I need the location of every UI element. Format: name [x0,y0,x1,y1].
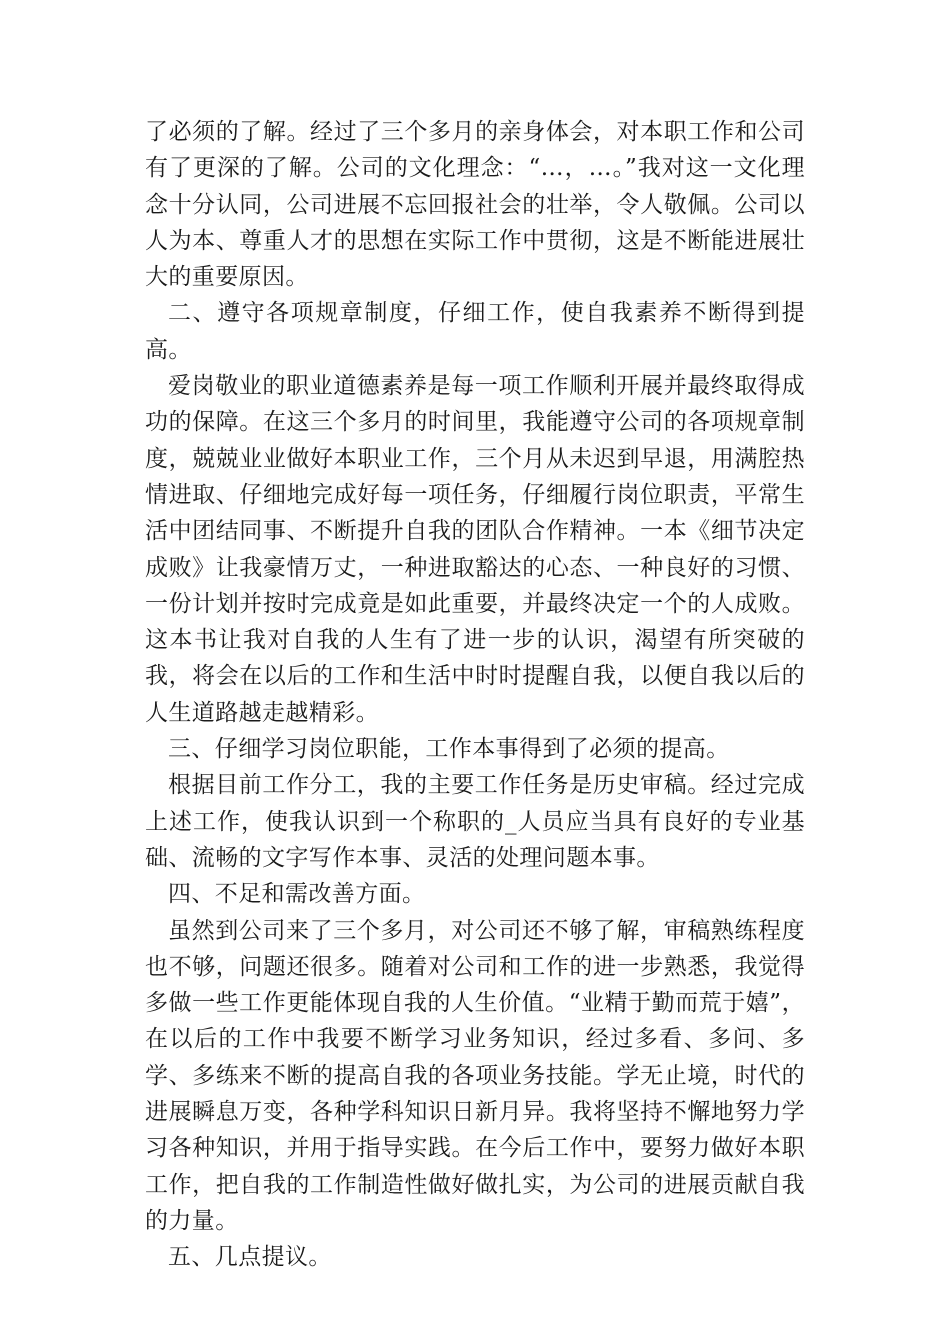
section-heading-5: 五、几点提议。 [168,1244,332,1271]
section-heading-2: 二、遵守各项规章制度，仔细工作，使自我素养不断得到提高。 [145,300,805,363]
paragraph-section-3: 根据目前工作分工，我的主要工作任务是历史审稿。经过完成上述工作，使我认识到一个称职的_人员应当具有良好的专业基础、流畅的文字写作本事、灵活的处理问题本事。 [145,772,805,871]
section-heading-3: 三、仔细学习岗位职能，工作本事得到了必须的提高。 [168,736,730,763]
paragraph-intro-continued: 了必须的了解。经过了三个多月的亲身体会，对本职工作和公司有了更深的了解。公司的文化理念：“…，…。”我对这一文化理念十分认同，公司进展不忘回报社会的壮举，令人敬佩。公司以人为本、尊重人才的思想在实际工作中贯彻，这是不断能进展壮大的重要原因。 [145,119,805,291]
paragraph-section-2: 爱岗敬业的职业道德素养是每一项工作顺利开展并最终取得成功的保障。在这三个多月的时间里，我能遵守公司的各项规章制度，兢兢业业做好本职业工作，三个月从未迟到早退，用满腔热情进取、仔细地完成好每一项任务，仔细履行岗位职责，平常生活中团结同事、不断提升自我的团队合作精神。一本《细节决定成败》让我豪情万丈，一种进取豁达的心态、一种良好的习惯、一份计划并按时完成竟是如此重要，并最终决定一个的人成败。这本书让我对自我的人生有了进一步的认识，渴望有所突破的我，将会在以后的工作和生活中时时提醒自我，以便自我以后的人生道路越走越精彩。 [145,373,805,726]
document-body [145,114,805,1276]
paragraph-section-4: 虽然到公司来了三个多月，对公司还不够了解，审稿熟练程度也不够，问题还很多。随着对公司和工作的进一步熟悉，我觉得多做一些工作更能体现自我的人生价值。“业精于勤而荒于嬉”，在以后的工作中我要不断学习业务知识，经过多看、多问、多学、多练来不断的提高自我的各项业务技能。学无止境，时代的进展瞬息万变，各种学科知识日新月异。我将坚持不懈地努力学习各种知识，并用于指导实践。在今后工作中，要努力做好本职工作，把自我的工作制造性做好做扎实，为公司的进展贡献自我的力量。 [145,917,805,1234]
section-heading-4: 四、不足和需改善方面。 [168,881,426,908]
